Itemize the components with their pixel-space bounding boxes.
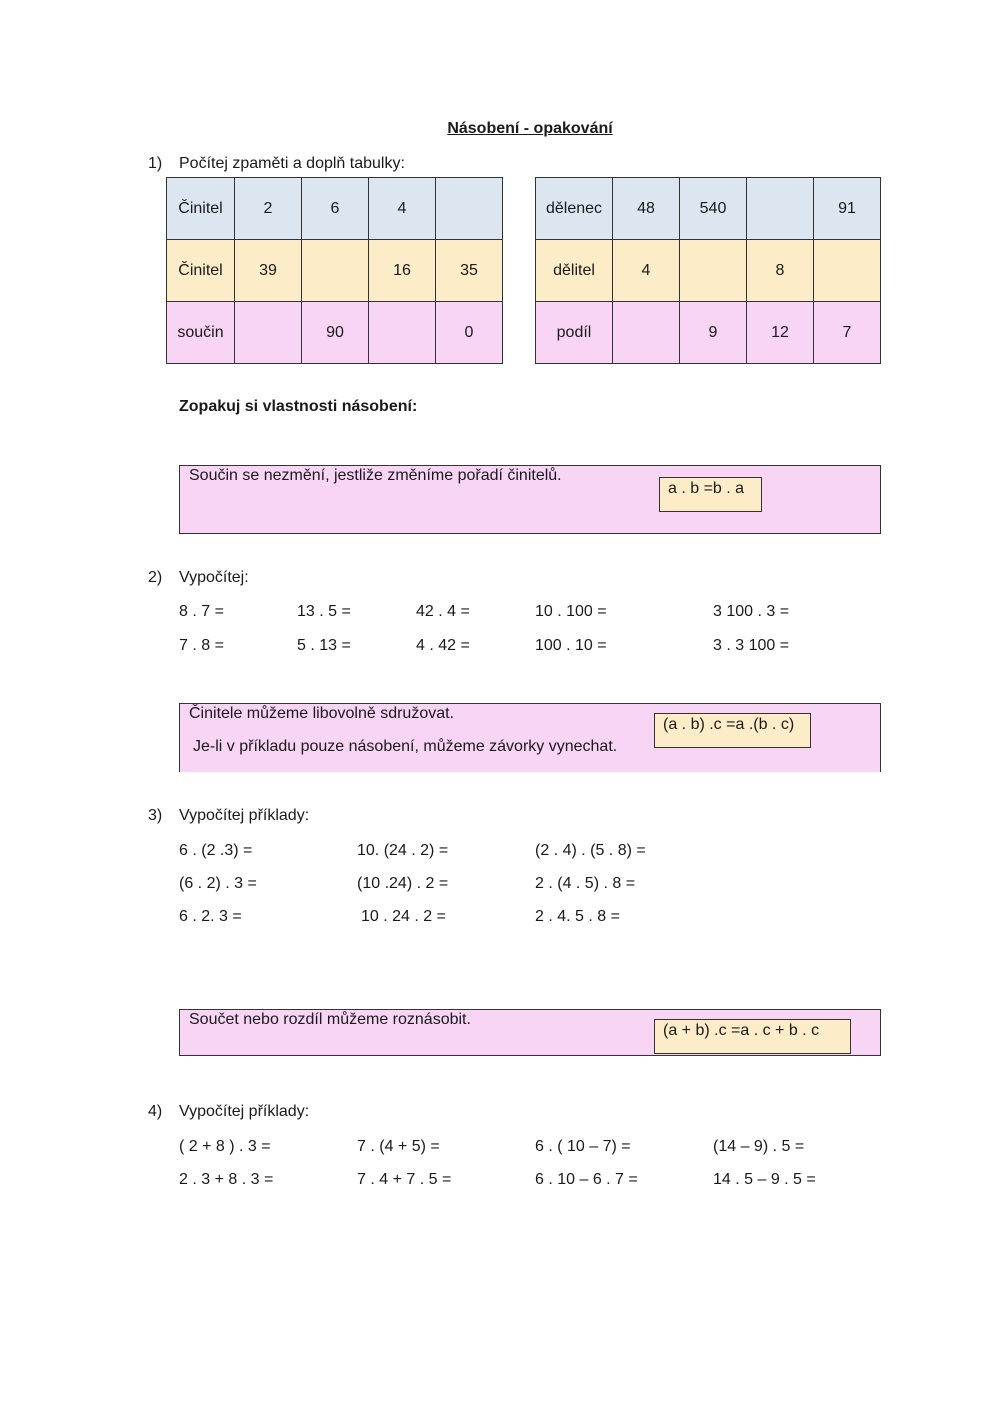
exercise: 2 . 4. 5 . 8 =	[535, 908, 620, 925]
division-table	[535, 177, 881, 364]
task-4-number: 4)	[148, 1103, 163, 1120]
table-row	[536, 178, 881, 240]
formula-box: a . b =b . a	[659, 477, 762, 512]
exercise: 7 . 4 + 7 . 5 =	[357, 1171, 452, 1188]
exercise: ( 2 + 8 ) . 3 =	[179, 1138, 271, 1155]
exercise: 13 . 5 =	[297, 603, 351, 620]
exercise: (6 . 2) . 3 =	[179, 875, 257, 892]
rule-text: Součin se nezmění, jestliže změníme pořadí činitelů.	[189, 467, 562, 484]
row-label: podíl	[536, 302, 613, 364]
row-label: Činitel	[167, 240, 235, 302]
table-cell[interactable]: 35	[436, 240, 503, 302]
exercise: 5 . 13 =	[297, 637, 351, 654]
task-1-instruction: Počítej zpaměti a doplň tabulky:	[179, 155, 405, 172]
exercise: 2 . (4 . 5) . 8 =	[535, 875, 636, 892]
table-row	[536, 302, 881, 364]
table-cell[interactable]: 16	[369, 240, 436, 302]
task-4-instruction: Vypočítej příklady:	[179, 1103, 310, 1120]
table-cell[interactable]	[302, 240, 369, 302]
table-cell[interactable]	[814, 240, 881, 302]
exercise: 42 . 4 =	[416, 603, 470, 620]
table-cell[interactable]	[613, 302, 680, 364]
exercise: (14 – 9) . 5 =	[713, 1138, 805, 1155]
task-3-number: 3)	[148, 807, 163, 824]
exercise: 6 . 10 – 6 . 7 =	[535, 1171, 638, 1188]
exercise: 10 . 24 . 2 =	[361, 908, 446, 925]
table-row	[167, 302, 503, 364]
table-cell[interactable]: 48	[613, 178, 680, 240]
table-row	[167, 178, 503, 240]
exercise: 7 . 8 =	[179, 637, 224, 654]
exercise: 3 . 3 100 =	[713, 637, 790, 654]
exercise: 4 . 42 =	[416, 637, 470, 654]
page-title: Násobení - opakování	[447, 120, 613, 137]
multiplication-table	[166, 177, 503, 364]
rule-text: Součet nebo rozdíl můžeme roznásobit.	[189, 1011, 471, 1028]
exercise: 7 . (4 + 5) =	[357, 1138, 440, 1155]
exercise: 10 . 100 =	[535, 603, 607, 620]
rule-text-line-1: Činitele můžeme libovolně sdružovat.	[189, 705, 455, 722]
exercise: 6 . 2. 3 =	[179, 908, 242, 925]
task-3-instruction: Vypočítej příklady:	[179, 807, 310, 824]
table-cell[interactable]	[235, 302, 302, 364]
table-cell[interactable]: 540	[680, 178, 747, 240]
exercise: 100 . 10 =	[535, 637, 607, 654]
properties-heading: Zopakuj si vlastnosti násobení:	[179, 398, 418, 415]
table-cell[interactable]: 9	[680, 302, 747, 364]
row-label: součin	[167, 302, 235, 364]
exercise: 10. (24 . 2) =	[357, 842, 449, 859]
table-cell[interactable]	[747, 178, 814, 240]
table-cell[interactable]: 6	[302, 178, 369, 240]
table-cell[interactable]: 12	[747, 302, 814, 364]
exercise: (2 . 4) . (5 . 8) =	[535, 842, 646, 859]
exercise: (10 .24) . 2 =	[357, 875, 449, 892]
formula-box: (a + b) .c =a . c + b . c	[654, 1019, 851, 1054]
table-cell[interactable]	[436, 178, 503, 240]
formula-box: (a . b) .c =a .(b . c)	[654, 713, 811, 748]
rule-text-line-2: Je-li v příkladu pouze násobení, můžeme závorky vynechat.	[193, 738, 618, 755]
table-cell[interactable]: 7	[814, 302, 881, 364]
table-cell[interactable]: 90	[302, 302, 369, 364]
table-cell[interactable]	[680, 240, 747, 302]
table-cell[interactable]: 2	[235, 178, 302, 240]
task-2-instruction: Vypočítej:	[179, 569, 249, 586]
table-cell[interactable]: 0	[436, 302, 503, 364]
row-label: dělitel	[536, 240, 613, 302]
exercise: 3 100 . 3 =	[713, 603, 790, 620]
table-cell[interactable]: 91	[814, 178, 881, 240]
task-1-number: 1)	[148, 155, 163, 172]
table-cell[interactable]: 39	[235, 240, 302, 302]
task-2-number: 2)	[148, 569, 163, 586]
table-cell[interactable]: 4	[369, 178, 436, 240]
exercise: 6 . (2 .3) =	[179, 842, 253, 859]
table-row	[167, 240, 503, 302]
exercise: 8 . 7 =	[179, 603, 224, 620]
exercise: 14 . 5 – 9 . 5 =	[713, 1171, 816, 1188]
row-label: dělenec	[536, 178, 613, 240]
table-cell[interactable]: 8	[747, 240, 814, 302]
table-row	[536, 240, 881, 302]
table-cell[interactable]: 4	[613, 240, 680, 302]
exercise: 2 . 3 + 8 . 3 =	[179, 1171, 274, 1188]
row-label: Činitel	[167, 178, 235, 240]
table-cell[interactable]	[369, 302, 436, 364]
exercise: 6 . ( 10 – 7) =	[535, 1138, 631, 1155]
